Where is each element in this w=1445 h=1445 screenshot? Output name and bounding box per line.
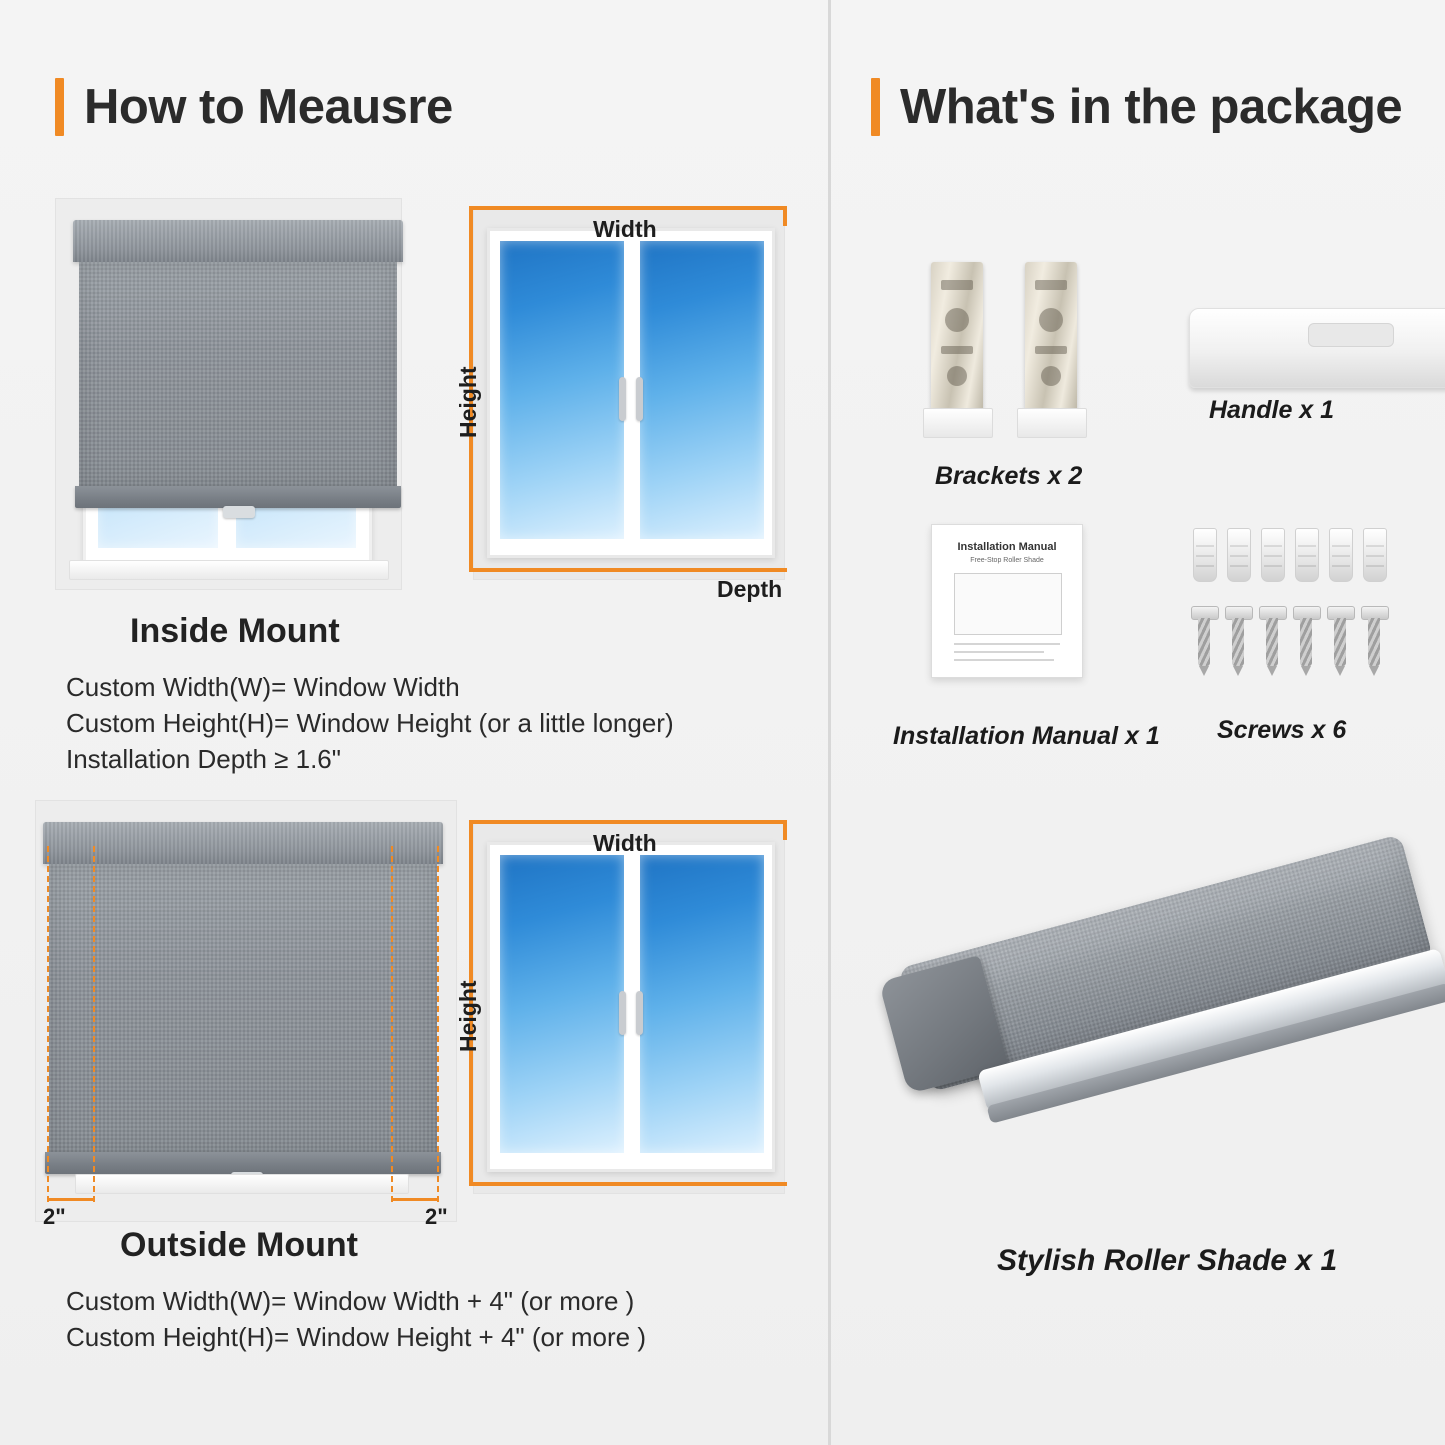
- bracket-2: [1025, 262, 1077, 412]
- bracket-slot: [941, 280, 973, 290]
- label-height: Height: [455, 980, 481, 1052]
- window-sash-right: [636, 851, 768, 1157]
- window-glass-left: [500, 855, 624, 1153]
- window-glass-right: [640, 855, 764, 1153]
- window-frame: [487, 228, 775, 558]
- window-handle-left: [619, 377, 626, 421]
- wall-anchor: [1295, 528, 1319, 582]
- shade-headrail: [43, 822, 443, 864]
- label-depth: Depth: [717, 576, 783, 602]
- bracket-hole: [947, 366, 967, 386]
- manual-text-line: [954, 659, 1054, 661]
- window-glass-left: [500, 241, 624, 539]
- bottom-line: [469, 568, 787, 572]
- bracket-1: [931, 262, 983, 412]
- shade-handle: [223, 506, 255, 518]
- wall-anchor: [1363, 528, 1387, 582]
- window-sash-left: [496, 237, 628, 543]
- outside-line-2: Custom Height(H)= Window Height + 4" (or more ): [66, 1322, 646, 1352]
- overhang-label-right: 2": [425, 1204, 448, 1229]
- label-width: Width: [593, 216, 657, 242]
- bracket-1-base: [923, 408, 993, 438]
- brackets-label: Brackets x 2: [935, 462, 1083, 490]
- inside-line-1: Custom Width(W)= Window Width: [66, 672, 460, 702]
- accent-bar: [871, 78, 880, 136]
- width-measure-line: [469, 206, 787, 210]
- width-tick-right: [783, 206, 787, 226]
- wall-anchor: [1329, 528, 1353, 582]
- wall-anchor: [1227, 528, 1251, 582]
- depth-measure-line: [741, 568, 787, 572]
- overhang-guide-left-outer: [47, 846, 49, 1202]
- manual-title: Installation Manual: [957, 541, 1057, 553]
- outside-mount-measure-diagram: [455, 812, 795, 1212]
- shade-bottom-bar: [45, 1152, 441, 1174]
- screws-illustration: [1193, 520, 1445, 680]
- overhang-guide-right-inner: [391, 846, 393, 1202]
- inside-mount-shade-illustration: [55, 198, 400, 588]
- manual-cover-image: [954, 573, 1062, 635]
- window-sash-left: [496, 851, 628, 1157]
- shade-bottom-bar: [75, 486, 401, 508]
- manual-label: Installation Manual x 1: [893, 722, 1160, 750]
- handle-body: [1189, 308, 1445, 388]
- inside-line-2: Custom Height(H)= Window Height (or a little longer): [66, 708, 674, 738]
- bracket-slot: [1035, 346, 1067, 354]
- window-sill: [75, 1174, 409, 1194]
- overhang-arrow-right: [391, 1198, 439, 1201]
- bracket-slot: [1035, 280, 1067, 290]
- wall-anchor: [1261, 528, 1285, 582]
- window-frame: [487, 842, 775, 1172]
- bottom-line: [469, 1182, 787, 1186]
- manual-subtitle: Free-Stop Roller Shade: [970, 557, 1044, 564]
- bracket-2-base: [1017, 408, 1087, 438]
- left-heading: [55, 78, 453, 136]
- outside-mount-caption: Outside Mount: [120, 1226, 358, 1264]
- installation-manual-illustration: [931, 524, 1083, 678]
- inside-mount-measure-diagram: [455, 198, 795, 602]
- shade-headrail: [73, 220, 403, 262]
- left-heading-text: How to Meausre: [84, 80, 453, 134]
- handle-illustration: [1189, 300, 1445, 400]
- accent-bar: [55, 78, 64, 136]
- manual-text-line: [954, 651, 1044, 653]
- handle-grip: [1308, 323, 1394, 347]
- overhang-guide-left-inner: [93, 846, 95, 1202]
- right-heading-text: What's in the package: [900, 80, 1403, 134]
- window-handle-right: [636, 991, 643, 1035]
- window-handle-right: [636, 377, 643, 421]
- label-height: Height: [455, 366, 481, 438]
- manual-text-line: [954, 643, 1060, 645]
- screws-label: Screws x 6: [1217, 716, 1347, 744]
- roller-shade-label: Stylish Roller Shade x 1: [997, 1244, 1338, 1277]
- bracket-hole: [945, 308, 969, 332]
- bracket-hole: [1041, 366, 1061, 386]
- overhang-arrow-left: [47, 1198, 95, 1201]
- outside-mount-shade-illustration: [35, 800, 455, 1229]
- width-tick-right: [783, 820, 787, 840]
- roller-shade-illustration: [871, 815, 1445, 1245]
- bracket-slot: [941, 346, 973, 354]
- label-width: Width: [593, 830, 657, 856]
- window-glass-right: [640, 241, 764, 539]
- brackets-illustration: [921, 262, 1101, 452]
- inside-line-3: Installation Depth ≥ 1.6": [66, 744, 341, 774]
- wall-anchor: [1193, 528, 1217, 582]
- window-sash-right: [636, 237, 768, 543]
- bracket-hole: [1039, 308, 1063, 332]
- overhang-label-left: 2": [43, 1204, 66, 1229]
- width-measure-line: [469, 820, 787, 824]
- shade-fabric: [79, 262, 397, 488]
- window-sill: [69, 560, 389, 580]
- outside-line-1: Custom Width(W)= Window Width + 4" (or more ): [66, 1286, 635, 1316]
- overhang-guide-right-outer: [437, 846, 439, 1202]
- right-heading: [871, 78, 1402, 136]
- right-panel: [831, 0, 1445, 1445]
- handle-label: Handle x 1: [1209, 396, 1335, 424]
- inside-mount-caption: Inside Mount: [130, 612, 340, 650]
- window-handle-left: [619, 991, 626, 1035]
- shade-fabric: [49, 864, 437, 1154]
